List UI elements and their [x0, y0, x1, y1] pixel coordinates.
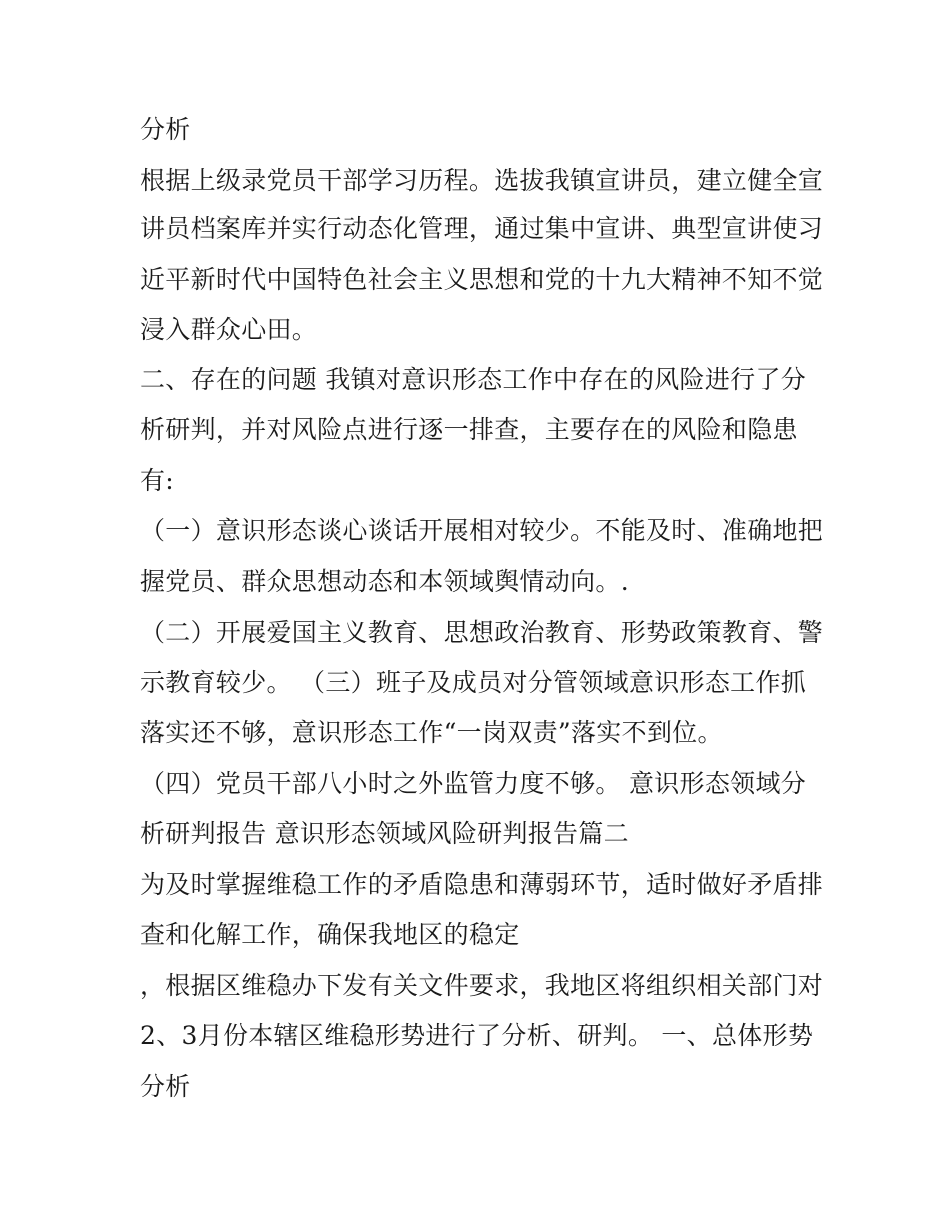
text-line: 握党员、群众思想动态和本领域舆情动向。. — [140, 567, 629, 596]
text-line: 落实还不够，意识形态工作“一岗双责”落实不到位。 — [140, 718, 723, 747]
text-line: 析研判，并对风险点进行逐一排查，主要存在的风险和隐患 — [140, 415, 798, 444]
text-line: ，根据区维稳办下发有关文件要求，我地区将组织相关部门对 — [140, 971, 824, 1000]
text-line: 为及时掌握维稳工作的矛盾隐患和薄弱环节，适时做好矛盾排 — [140, 870, 824, 899]
text-line: （一）意识形态谈心谈话开展相对较少。不能及时、准确地把 — [140, 516, 824, 545]
text-line: 根据上级录党员干部学习历程。选拔我镇宣讲员，建立健全宣 — [140, 166, 824, 195]
text-line: 近平新时代中国特色社会主义思想和党的十九大精神不知不觉 — [140, 265, 824, 294]
text-line: 查和化解工作，确保我地区的稳定 — [140, 920, 520, 949]
text-line: 分析 — [140, 115, 191, 144]
text-line: 二、存在的问题 我镇对意识形态工作中存在的风险进行了分 — [140, 365, 807, 394]
text-line: 分析 — [140, 1072, 191, 1101]
text-line: （二）开展爱国主义教育、思想政治教育、形势政策教育、警 — [140, 618, 824, 647]
text-line: 有: — [140, 466, 175, 495]
text-line: 析研判报告 意识形态领域风险研判报告篇二 — [140, 819, 629, 848]
text-line: 浸入群众心田。 — [140, 315, 318, 344]
text-line: （四）党员干部八小时之外监管力度不够。 意识形态领域分 — [140, 769, 807, 798]
text-line: 示教育较少。 （三）班子及成员对分管领域意识形态工作抓 — [140, 668, 807, 697]
text-line: 讲员档案库并实行动态化管理，通过集中宣讲、典型宣讲使习 — [140, 214, 824, 243]
text-line: 2、3月份本辖区维稳形势进行了分析、研判。 一、总体形势 — [140, 1021, 814, 1050]
